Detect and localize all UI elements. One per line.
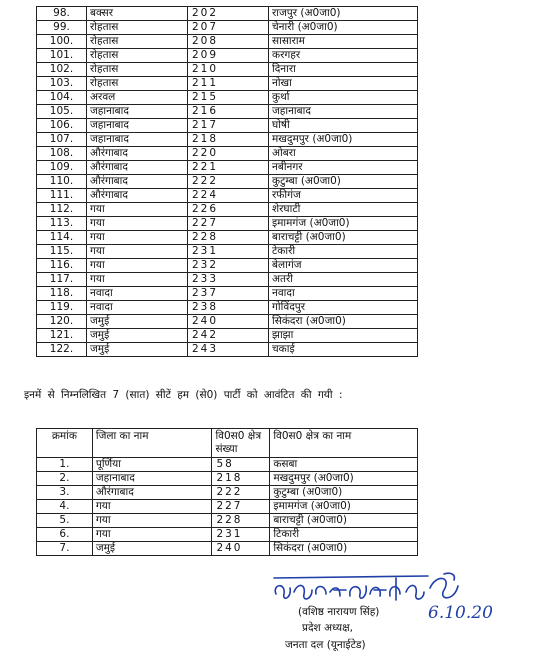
district-cell: जमुई [87,315,188,329]
table-row [37,77,418,91]
serial-cell: 3. [37,486,93,500]
constituency-number-cell: 243 [188,343,269,357]
constituency-name-cell: बाराचट्टी (अ0जा0) [270,514,418,528]
table-row [37,91,418,105]
constituency-name-cell: रफीगंज [269,189,418,203]
table-row [37,161,418,175]
constituency-name-cell: कुटुम्बा (अ0जा0) [270,486,418,500]
constituency-name-cell: चकाई [269,343,418,357]
table-row [37,175,418,189]
district-cell: गया [87,273,188,287]
constituency-name-cell: कुटुम्बा (अ0जा0) [269,175,418,189]
table-row [37,21,418,35]
district-cell: औरंगाबाद [87,147,188,161]
constituency-number-cell: 226 [188,203,269,217]
header-constituency-number: वि0स0 क्षेत्र संख्या [212,429,270,458]
serial-cell: 111. [37,189,87,203]
constituency-number-cell: 220 [188,147,269,161]
district-cell: गया [92,528,212,542]
header-district: जिला का नाम [92,429,212,458]
district-cell: औरंगाबाद [87,189,188,203]
constituency-number-cell: 237 [188,287,269,301]
constituency-name-cell: मखदुमपुर (अ0जा0) [270,472,418,486]
constituency-name-cell: सिकंदरा (अ0जा0) [269,315,418,329]
constituency-name-cell: राजपुर (अ0जा0) [269,7,418,21]
district-cell: गया [87,231,188,245]
constituency-number-cell: 240 [212,542,270,556]
constituency-name-cell: बाराचट्टी (अ0जा0) [269,231,418,245]
district-cell: बक्सर [87,7,188,21]
constituency-name-cell: गोविंदपुर [269,301,418,315]
constituency-number-cell: 217 [188,119,269,133]
signatory-title: प्रदेश अध्यक्ष, [302,622,353,634]
constituency-name-cell: चेनारी (अ0जा0) [269,21,418,35]
serial-cell: 116. [37,259,87,273]
constituency-number-cell: 233 [188,273,269,287]
serial-cell: 100. [37,35,87,49]
constituency-number-cell: 242 [188,329,269,343]
table-row [37,203,418,217]
constituency-name-cell: अतरी [269,273,418,287]
constituency-name-cell: टेकारी [269,245,418,259]
constituency-name-cell: ओबरा [269,147,418,161]
district-cell: रोहतास [87,63,188,77]
constituency-name-cell: जहानाबाद [269,105,418,119]
table-row [37,7,418,21]
district-cell: नवादा [87,301,188,315]
constituency-name-cell: नबीनगर [269,161,418,175]
district-cell: नवादा [87,287,188,301]
constituency-name-cell: टिकारी [270,528,418,542]
constituency-number-cell: 228 [212,514,270,528]
district-cell: जमुई [87,329,188,343]
district-cell: जहानाबाद [87,119,188,133]
table-row [37,329,418,343]
allocation-intro-text: इनमें से निम्नलिखित 7 (सात) सीटें हम (से0) पार्टी को आवंटित की गयी : [24,389,343,401]
serial-cell: 104. [37,91,87,105]
table-row [37,217,418,231]
table-row [37,472,418,486]
district-cell: गया [87,259,188,273]
constituency-name-cell: नोखा [269,77,418,91]
serial-cell: 110. [37,175,87,189]
table-row [37,35,418,49]
constituency-name-cell: घोषी [269,119,418,133]
table-row [37,49,418,63]
constituency-name-cell: शेरघाटी [269,203,418,217]
constituency-number-cell: 222 [188,175,269,189]
seat-list-table [36,6,418,357]
serial-cell: 106. [37,119,87,133]
district-cell: गया [87,217,188,231]
district-cell: रोहतास [87,49,188,63]
constituency-number-cell: 202 [188,7,269,21]
serial-cell: 119. [37,301,87,315]
serial-cell: 109. [37,161,87,175]
serial-cell: 7. [37,542,93,556]
allocation-table [36,428,418,556]
district-cell: गया [92,514,212,528]
serial-cell: 98. [37,7,87,21]
serial-cell: 108. [37,147,87,161]
allocation-body [37,458,418,556]
district-cell: औरंगाबाद [87,175,188,189]
district-cell: औरंगाबाद [87,161,188,175]
constituency-name-cell: मखदुमपुर (अ0जा0) [269,133,418,147]
serial-cell: 2. [37,472,93,486]
serial-cell: 103. [37,77,87,91]
serial-cell: 117. [37,273,87,287]
constituency-name-cell: इमामगंज (अ0जा0) [269,217,418,231]
header-serial: क्रमांक [37,429,93,458]
table-row [37,458,418,472]
constituency-number-cell: 207 [188,21,269,35]
constituency-number-cell: 224 [188,189,269,203]
district-cell: जमुई [92,542,212,556]
constituency-name-cell: दिनारा [269,63,418,77]
constituency-number-cell: 232 [188,259,269,273]
table-row [37,105,418,119]
constituency-name-cell: सासाराम [269,35,418,49]
table-row [37,287,418,301]
table-row [37,486,418,500]
serial-cell: 102. [37,63,87,77]
constituency-name-cell: कसबा [270,458,418,472]
table-row [37,63,418,77]
constituency-number-cell: 231 [188,245,269,259]
signatory-organization: जनता दल (यूनाईटेड) [285,639,366,651]
constituency-number-cell: 227 [212,500,270,514]
constituency-name-cell: झाझा [269,329,418,343]
district-cell: रोहतास [87,21,188,35]
constituency-number-cell: 238 [188,301,269,315]
table-row [37,133,418,147]
serial-cell: 121. [37,329,87,343]
serial-cell: 101. [37,49,87,63]
table-row [37,528,418,542]
table-row [37,500,418,514]
table-row [37,245,418,259]
table-row [37,189,418,203]
constituency-number-cell: 216 [188,105,269,119]
constituency-number-cell: 231 [212,528,270,542]
district-cell: रोहतास [87,77,188,91]
serial-cell: 5. [37,514,93,528]
district-cell: अरवल [87,91,188,105]
serial-cell: 107. [37,133,87,147]
constituency-name-cell: कुर्था [269,91,418,105]
constituency-name-cell: करगहर [269,49,418,63]
district-cell: जहानाबाद [87,133,188,147]
constituency-number-cell: 208 [188,35,269,49]
constituency-number-cell: 215 [188,91,269,105]
serial-cell: 1. [37,458,93,472]
constituency-name-cell: नवादा [269,287,418,301]
district-cell: गया [92,500,212,514]
constituency-number-cell: 218 [188,133,269,147]
signatory-name: (वशिष्ठ नारायण सिंह) [298,606,380,618]
table-row [37,343,418,357]
district-cell: गया [87,245,188,259]
district-cell: जमुई [87,343,188,357]
constituency-number-cell: 221 [188,161,269,175]
serial-cell: 114. [37,231,87,245]
serial-cell: 6. [37,528,93,542]
serial-cell: 112. [37,203,87,217]
table-row [37,514,418,528]
serial-cell: 120. [37,315,87,329]
district-cell: जहानाबाद [92,472,212,486]
header-constituency-name: वि0स0 क्षेत्र का नाम [270,429,418,458]
constituency-number-cell: 211 [188,77,269,91]
table-row [37,315,418,329]
table-row [37,259,418,273]
signature-date: 6.10.20 [428,603,493,623]
table-row [37,119,418,133]
constituency-number-cell: 240 [188,315,269,329]
serial-cell: 115. [37,245,87,259]
table-row [37,273,418,287]
constituency-number-cell: 222 [212,486,270,500]
constituency-name-cell: सिकंदरा (अ0जा0) [270,542,418,556]
serial-cell: 122. [37,343,87,357]
constituency-number-cell: 227 [188,217,269,231]
district-cell: जहानाबाद [87,105,188,119]
serial-cell: 105. [37,105,87,119]
district-cell: औरंगाबाद [92,486,212,500]
serial-cell: 4. [37,500,93,514]
constituency-number-cell: 58 [212,458,270,472]
table-row [37,542,418,556]
table-row [37,231,418,245]
constituency-number-cell: 228 [188,231,269,245]
district-cell: पूर्णिया [92,458,212,472]
district-cell: गया [87,203,188,217]
constituency-number-cell: 210 [188,63,269,77]
serial-cell: 113. [37,217,87,231]
serial-cell: 99. [37,21,87,35]
table-row [37,147,418,161]
serial-cell: 118. [37,287,87,301]
constituency-name-cell: बेलागंज [269,259,418,273]
allocation-header-row [37,429,418,458]
seat-list-body [37,7,418,357]
constituency-number-cell: 218 [212,472,270,486]
constituency-number-cell: 209 [188,49,269,63]
district-cell: रोहतास [87,35,188,49]
constituency-name-cell: इमामगंज (अ0जा0) [270,500,418,514]
table-row [37,301,418,315]
